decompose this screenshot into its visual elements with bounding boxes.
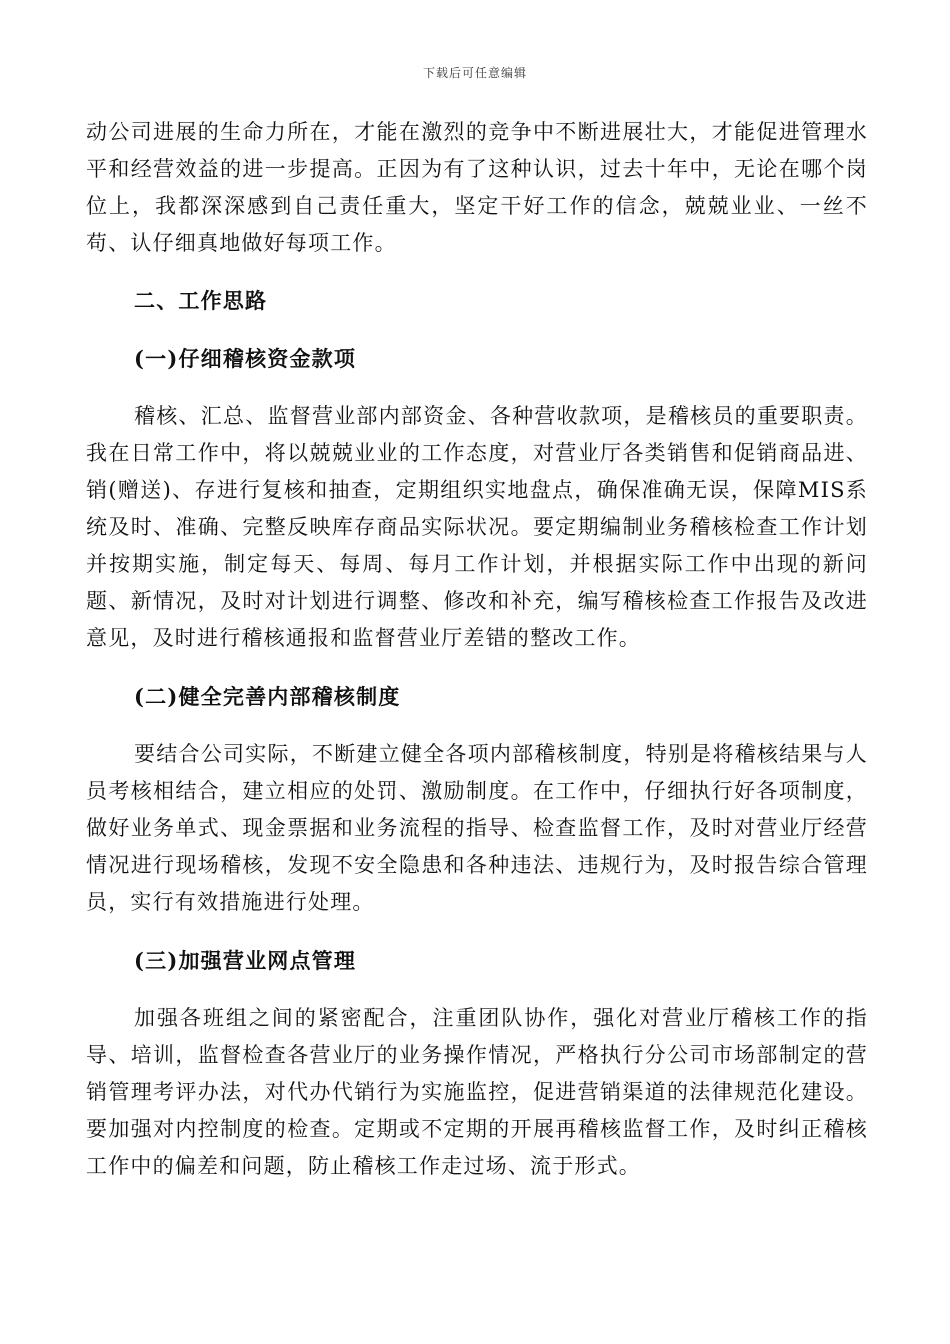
- subheading-internal-audit-system: (二)健全完善内部稽核制度: [134, 684, 401, 709]
- subheading-fund-audit: (一)仔细稽核资金款项: [134, 346, 357, 371]
- section-heading-work-approach: 二、工作思路: [134, 288, 268, 313]
- paragraph-fund-audit: 稽核、汇总、监督营业部内部资金、各种营收款项，是稽核员的重要职责。我在日常工作中，将以兢兢业业的工作态度，对营业厅各类销售和促销商品进、销(赠送)、存进行复核和抽查，定期组织实地盘点，确保准确无误，保障MIS系统及时、准确、完整反映库存商品实际状况。要定期编制业务稽核检查工作计划并按期实施，制定每天、每周、每月工作计划，并根据实际工作中出现的新问题、新情况，及时对计划进行调整、修改和补充，编写稽核检查工作报告及改进意见，及时进行稽核通报和监督营业厅差错的整改工作。: [86, 404, 868, 650]
- paragraph-outlet-management: 加强各班组之间的紧密配合，注重团队协作，强化对营业厅稽核工作的指导、培训，监督检查各营业厅的业务操作情况，严格执行分公司市场部制定的营销管理考评办法，对代办代销行为实施监控，促进营销渠道的法律规范化建设。要加强对内控制度的检查。定期或不定期的开展再稽核监督工作，及时纠正稽核工作中的偏差和问题，防止稽核工作走过场、流于形式。: [86, 1006, 868, 1178]
- document-body: [86, 114, 868, 1185]
- paragraph-internal-audit-system: 要结合公司实际，不断建立健全各项内部稽核制度，特别是将稽核结果与人员考核相结合，建立相应的处罚、激励制度。在工作中，仔细执行好各项制度，做好业务单式、现金票据和业务流程的指导、检查监督工作，及时对营业厅经营情况进行现场稽核，发现不安全隐患和各种违法、违规行为，及时报告综合管理员，实行有效措施进行处理。: [86, 742, 868, 914]
- subheading-outlet-management: (三)加强营业网点管理: [134, 948, 357, 973]
- paragraph-intro-continued: 动公司进展的生命力所在，才能在激烈的竞争中不断进展壮大，才能促进管理水平和经营效益的进一步提高。正因为有了这种认识，过去十年中，无论在哪个岗位上，我都深深感到自己责任重大，坚定干好工作的信念，兢兢业业、一丝不苟、认仔细真地做好每项工作。: [86, 120, 868, 255]
- header-note: 下载后可任意编辑: [422, 66, 527, 80]
